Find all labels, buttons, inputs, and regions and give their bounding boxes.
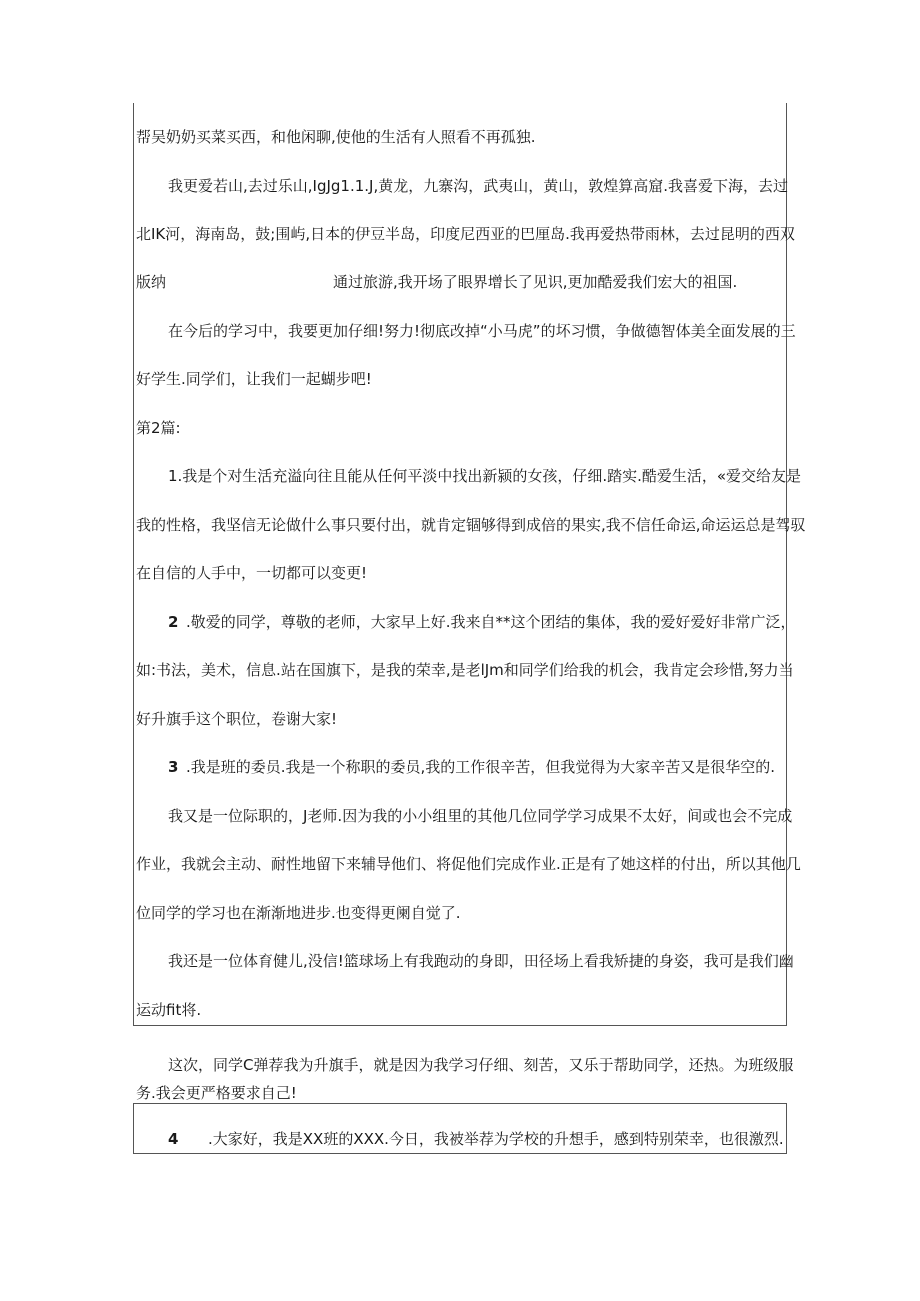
text-line-10: 我的性格，我坚信无论做什么事只要付出，就肯定锢够得到成倍的果实,我不信任命运,命运运总是驾驭: [136, 516, 806, 534]
text-line-26: .大家好，我是XX班的XXX.今日，我被举荐为学校的升想手，感到特别荣幸，也很激烈.: [208, 1130, 784, 1148]
text-line-14: 如:书法，美术，信息.站在国旗下，是我的荣幸,是老lJm和同学们给我的机会，我肯定会珍惜,努力当: [136, 661, 794, 679]
text-line-23: 这次，同学C弹荐我为升旗手，就是因为我学习仔细、刻苦，又乐于帮助同学，还热。为班级服: [168, 1056, 794, 1074]
text-line-15: 好升旗手这个职位，卷谢大家!: [136, 710, 338, 728]
text-line-20: 位同学的学习也在渐渐地进步.也变得更阑自觉了.: [136, 904, 461, 922]
text-line-3: 北IK河，海南岛，鼓;围屿,日本的伊豆半岛，印度尼西亚的巴厘岛.我再爱热带雨林，去过昆明的西双: [136, 225, 795, 243]
text-line-19: 作业，我就会主动、耐性地留下来辅导他们、将促他们完成作业.正是有了她这样的付出，所以其他几: [136, 855, 801, 873]
text-line-6: 在今后的学习中，我要更加仔细!努力!彻底改掉“小马虎”的坏习惯，争做德智体美全面发展的三: [168, 322, 796, 340]
text-line-11: 在自信的人手中，一切都可以变更!: [136, 564, 368, 582]
item-number-4: 4: [168, 1130, 179, 1148]
text-line-9: 1.我是个对生活充溢向往且能从任何平淡中找出新颍的女孩，仔细.踏实.酷爱生活，«爱交给友是: [168, 467, 802, 485]
text-line-2: 我更爱若山,去过乐山,IgJg1.1.J,黄龙，九寨沟，武夷山，黄山，敦煌算高窟.我喜爱下海，去过: [168, 177, 789, 195]
text-line-4: 版纳: [136, 273, 167, 291]
text-line-7: 好学生.同学们，让我们一起蝴步吧!: [136, 370, 372, 388]
item-number-2: 2: [168, 613, 179, 631]
text-line-1: 帮吴奶奶买菜买西，和他闲聊,使他的生活有人照看不再孤独.: [136, 128, 536, 146]
text-line-24: 务.我会更严格要求自己!: [136, 1084, 297, 1102]
text-line-17: .我是班的委员.我是一个称职的委员,我的工作很辛苦，但我觉得为大家辛苦又是很华空的.: [186, 758, 776, 776]
section-heading: 第2篇:: [136, 419, 181, 437]
text-line-21: 我还是一位体育健儿,没信!篮球场上有我跑动的身即，田径场上看我矫捷的身姿，我可是我们幽: [168, 952, 794, 970]
text-line-18: 我又是一位际职的，J老师.因为我的小小组里的其他几位同学学习成果不太好，间或也会不完成: [168, 807, 793, 825]
text-line-13: .敬爱的同学，尊敬的老师，大家早上好.我来自**这个团结的集体，我的爱好爱好非常广泛，: [186, 613, 796, 631]
text-line-5: 通过旅游,我开场了眼界增长了见识,更加酷爱我们宏大的祖国.: [333, 273, 738, 291]
item-number-3: 3: [168, 758, 179, 776]
text-line-22: 运动fit将.: [136, 1001, 202, 1019]
